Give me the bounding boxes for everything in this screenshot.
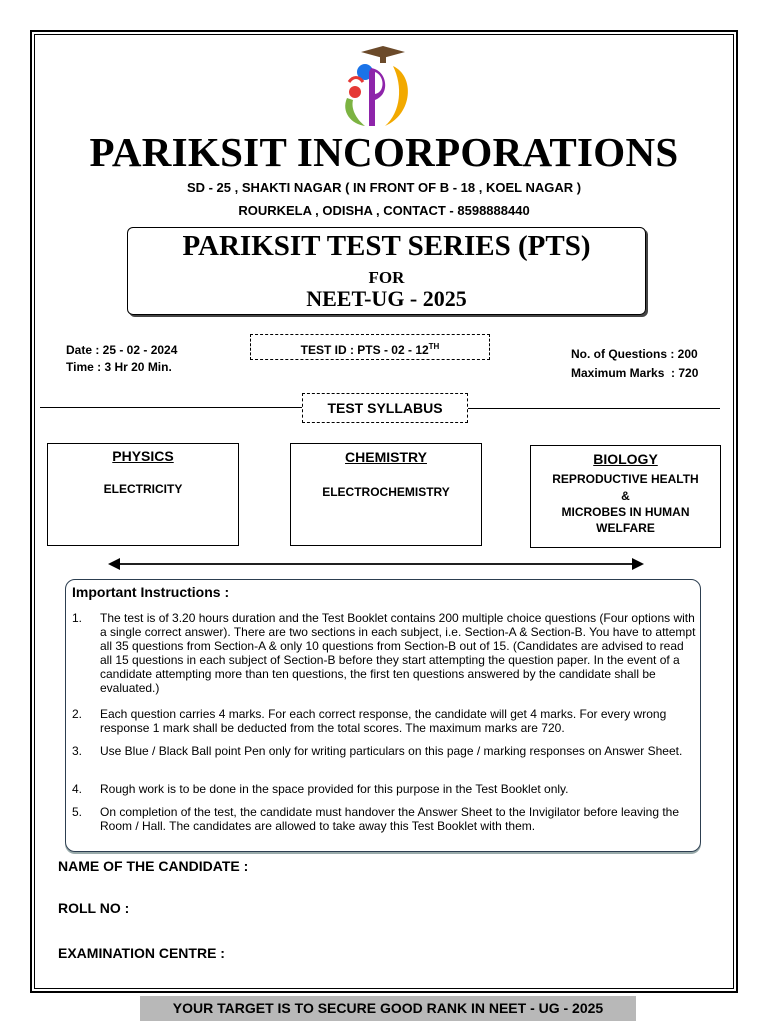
chemistry-box [290, 443, 482, 546]
test-syllabus-label: TEST SYLLABUS [302, 393, 468, 423]
chemistry-heading: CHEMISTRY [345, 449, 427, 465]
test-duration: Time : 3 Hr 20 Min. [66, 360, 172, 374]
examination-centre-label: EXAMINATION CENTRE : [58, 945, 225, 961]
biology-topic-line-2: & [621, 489, 630, 503]
footer-banner: YOUR TARGET IS TO SECURE GOOD RANK IN NEET - UG - 2025 [140, 996, 636, 1021]
instruction-number: 3. [72, 744, 83, 758]
test-id-box [250, 334, 490, 360]
test-date: Date : 25 - 02 - 2024 [66, 343, 178, 357]
test-series-box [127, 227, 646, 315]
test-series-title: PARIKSIT TEST SERIES (PTS) [182, 230, 591, 262]
instruction-item [72, 805, 698, 835]
instruction-item [72, 782, 698, 798]
physics-box [47, 443, 239, 546]
instruction-number: 2. [72, 707, 83, 721]
company-name: PARIKSIT INCORPORATIONS [89, 129, 679, 175]
instruction-text: Rough work is to be done in the space provided for this purpose in the Test Booklet only. [100, 782, 569, 796]
question-count: No. of Questions : 200 [571, 347, 698, 361]
biology-topic-line-1: REPRODUCTIVE HEALTH [552, 472, 699, 486]
test-series-for: FOR [368, 268, 405, 287]
physics-heading: PHYSICS [112, 448, 174, 464]
chemistry-topic: ELECTROCHEMISTRY [322, 485, 450, 499]
instructions-title: Important Instructions : [72, 584, 230, 600]
address-line-2: ROURKELA , ODISHA , CONTACT - 8598888440 [238, 203, 530, 218]
syllabus-divider-left [40, 407, 302, 408]
candidate-name-label: NAME OF THE CANDIDATE : [58, 858, 249, 874]
instruction-text: Each question carries 4 marks. For each correct response, the candidate will get 4 marks. For every wrong response 1 mark shall be deducted from the total scores. The maximum marks are 720. [100, 707, 667, 735]
physics-topic: ELECTRICITY [103, 482, 183, 496]
instruction-text: Use Blue / Black Ball point Pen only for writing particulars on this page / marking responses on Answer Sheet. [100, 744, 683, 758]
biology-topic-line-4: WELFARE [596, 521, 655, 535]
instruction-text: On completion of the test, the candidate must handover the Answer Sheet to the Invigilator before leaving the Room / Hall. The candidates are allowed to take away this Test Booklet with them. [100, 805, 680, 833]
test-id-suffix: TH [428, 342, 440, 351]
biology-topic-line-3: MICROBES IN HUMAN [561, 505, 690, 519]
instruction-number: 4. [72, 782, 83, 796]
company-logo [335, 42, 415, 132]
maximum-marks: Maximum Marks : 720 [571, 366, 699, 380]
roll-number-label: ROLL NO : [58, 900, 130, 916]
syllabus-divider-right [468, 408, 720, 409]
instruction-item [72, 744, 698, 774]
biology-heading: BIOLOGY [593, 451, 658, 467]
test-series-exam: NEET-UG - 2025 [306, 286, 467, 311]
instruction-text: The test is of 3.20 hours duration and the Test Booklet contains 200 multiple choice questions (Four options with a single correct answer). There are two sections in each subject, i.e. Section-A & Section-B. You have to attempt all 35 questions from Section-A & only 10 questions from Section-B out of 15. (Candidates are advised to read all 15 questions in each subject of Section-B before they start attempting the question paper. In the event of a candidate attempting more than ten questions, the first ten questions answered by the candidate shall be evaluated.) [100, 611, 696, 695]
instructions-box [65, 579, 701, 852]
instruction-number: 5. [72, 805, 83, 819]
biology-box [530, 445, 721, 548]
address-line-1: SD - 25 , SHAKTI NAGAR ( IN FRONT OF B - 18 , KOEL NAGAR ) [186, 180, 582, 195]
instruction-item [72, 707, 698, 737]
double-arrow [108, 557, 644, 571]
instruction-number: 1. [72, 611, 83, 625]
instruction-item [72, 611, 698, 701]
test-id: TEST ID : PTS - 02 - 12 [300, 343, 429, 357]
